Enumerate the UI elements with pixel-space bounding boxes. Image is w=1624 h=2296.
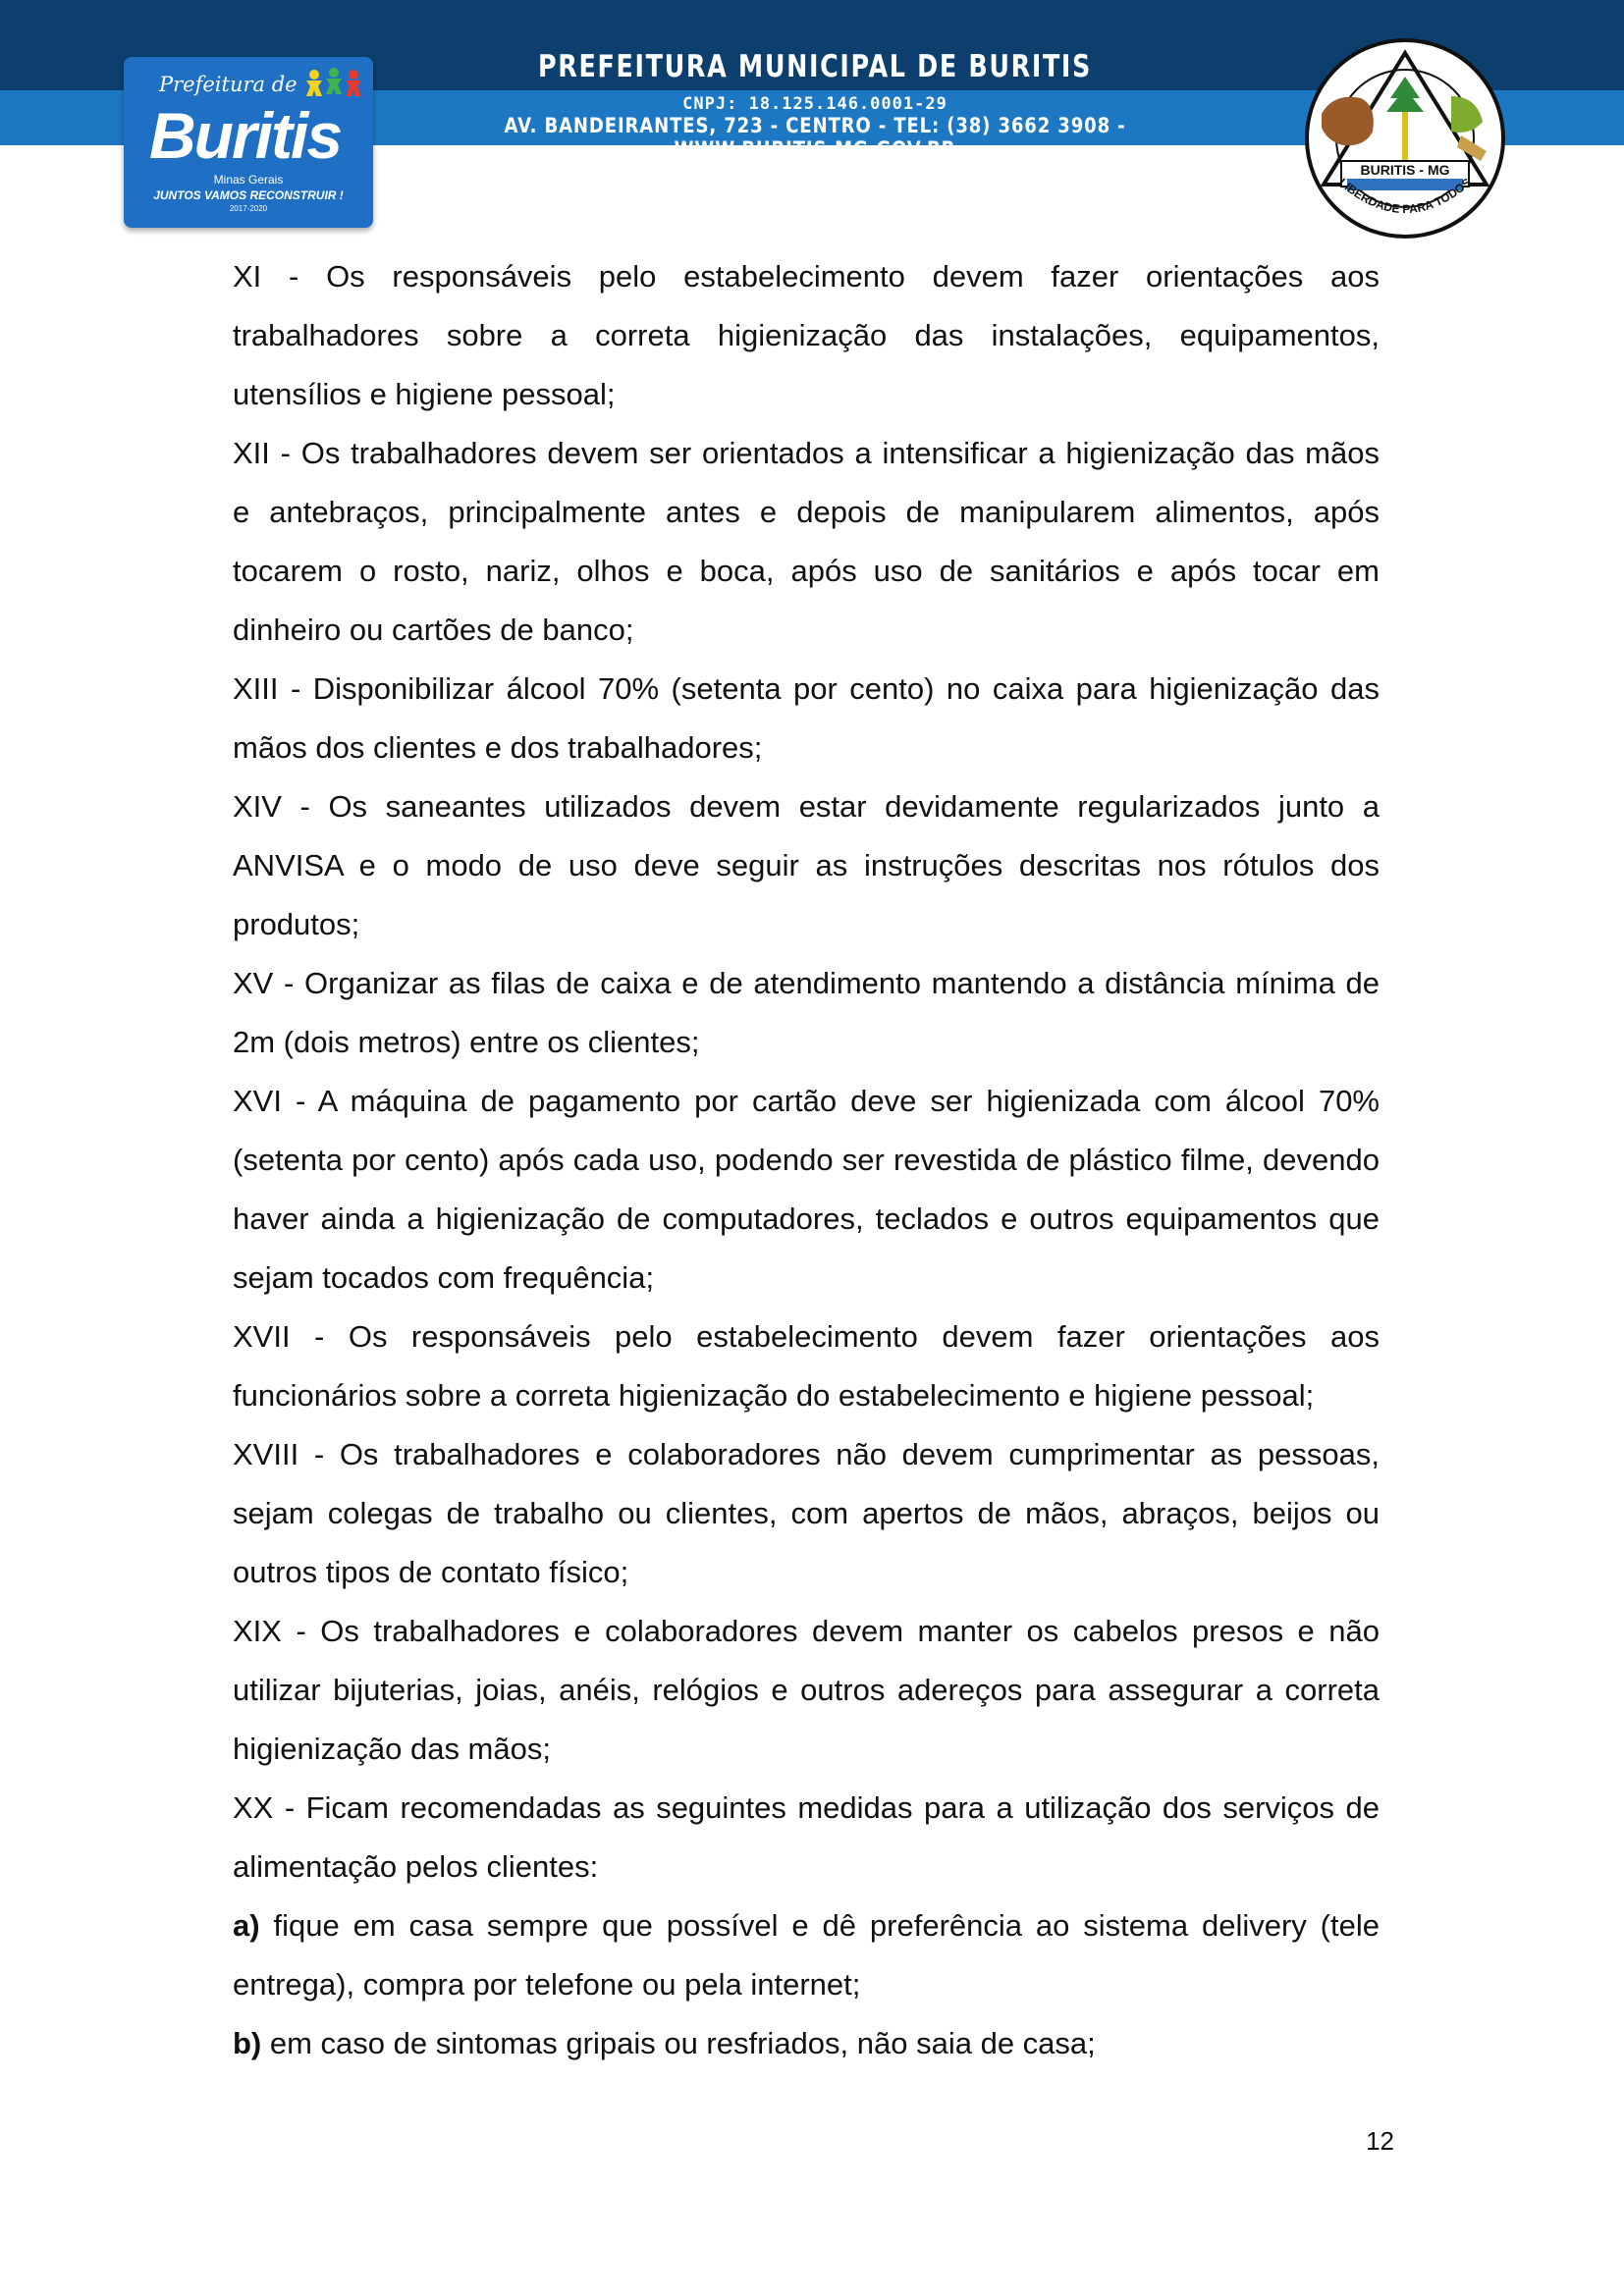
paragraph-item-a: [233, 1896, 1380, 2014]
paragraph-xix: [233, 1602, 1380, 1779]
paragraph-text: XX - Ficam recomendadas as seguintes medidas para a utilização dos serviços de alimentação pelos clientes:: [233, 1790, 1380, 1884]
paragraph-text: XVI - A máquina de pagamento por cartão deve ser higienizada com álcool 70% (setenta por cento) após cada uso, podendo ser revestida de plástico filme, devendo haver ainda a higienização de computadores, teclados e outros equipamentos que sejam tocados com frequência;: [233, 1084, 1380, 1295]
logo-years: 2017-2020: [229, 204, 268, 213]
header-title: PREFEITURA MUNICIPAL DE BURITIS: [538, 49, 1092, 84]
paragraph-text: XIII - Disponibilizar álcool 70% (setenta por cento) no caixa para higienização das mãos dos clientes e dos trabalhadores;: [233, 671, 1380, 765]
paragraph-xv: [233, 954, 1380, 1072]
logo-name: Buritis: [149, 99, 342, 172]
paragraph-xii: [233, 424, 1380, 660]
seal-motto: LIBERDADE PARA TODOS: [1336, 175, 1474, 217]
header-address: AV. BANDEIRANTES, 723 - CENTRO - TEL: (38) 3662 3908 - WWW.BURITIS.MG.GOV.BR: [504, 114, 1126, 161]
paragraph-xiii: [233, 660, 1380, 777]
logo-prefix: Prefeitura de: [159, 73, 298, 96]
document-body: [233, 247, 1380, 2073]
paragraph-text: XI - Os responsáveis pelo estabelecimento devem fazer orientações aos trabalhadores sobre a correta higienização das instalações, equipamentos, utensílios e higiene pessoal;: [233, 259, 1380, 411]
paragraph-xx: [233, 1779, 1380, 1896]
item-label: b): [233, 2026, 262, 2060]
paragraph-xi: [233, 247, 1380, 424]
logo-slogan: JUNTOS VAMOS RECONSTRUIR !: [153, 188, 344, 202]
seal-banner: BURITIS - MG: [1360, 162, 1450, 178]
paragraph-xiv: [233, 777, 1380, 954]
header-cnpj: CNPJ: 18.125.146.0001-29: [682, 94, 947, 114]
paragraph-item-b: [233, 2014, 1380, 2073]
paragraph-text: XV - Organizar as filas de caixa e de atendimento mantendo a distância mínima de 2m (dois metros) entre os clientes;: [233, 966, 1380, 1059]
paragraph-text: XIX - Os trabalhadores e colaboradores devem manter os cabelos presos e não utilizar bijuterias, joias, anéis, relógios e outros adereços para assegurar a correta higienização das mãos;: [233, 1614, 1380, 1766]
municipal-seal-icon: [1304, 37, 1506, 240]
paragraph-text: XVII - Os responsáveis pelo estabelecimento devem fazer orientações aos funcionários sobre a correta higienização do estabelecimento e higiene pessoal;: [233, 1319, 1380, 1413]
page-number: 12: [1366, 2126, 1394, 2156]
paragraph-xviii: [233, 1425, 1380, 1602]
paragraph-xvii: [233, 1308, 1380, 1425]
item-label: a): [233, 1908, 260, 1943]
paragraph-text: XIV - Os saneantes utilizados devem estar devidamente regularizados junto a ANVISA e o modo de uso deve seguir as instruções descritas nos rótulos dos produtos;: [233, 789, 1380, 941]
paragraph-text: em caso de sintomas gripais ou resfriados, não saia de casa;: [261, 2026, 1096, 2060]
buritis-logo: [124, 57, 373, 228]
paragraph-text: fique em casa sempre que possível e dê preferência ao sistema delivery (tele entrega), compra por telefone ou pela internet;: [233, 1908, 1380, 2002]
paragraph-text: XVIII - Os trabalhadores e colaboradores não devem cumprimentar as pessoas, sejam colegas de trabalho ou clientes, com apertos de mãos, abraços, beijos ou outros tipos de contato físico;: [233, 1437, 1380, 1589]
paragraph-xvi: [233, 1072, 1380, 1308]
logo-state: Minas Gerais: [213, 173, 284, 187]
paragraph-text: XII - Os trabalhadores devem ser orientados a intensificar a higienização das mãos e antebraços, principalmente antes e depois de manipularem alimentos, após tocarem o rosto, nariz, olhos e boca, após uso de sanitários e após tocar em dinheiro ou cartões de banco;: [233, 436, 1380, 647]
